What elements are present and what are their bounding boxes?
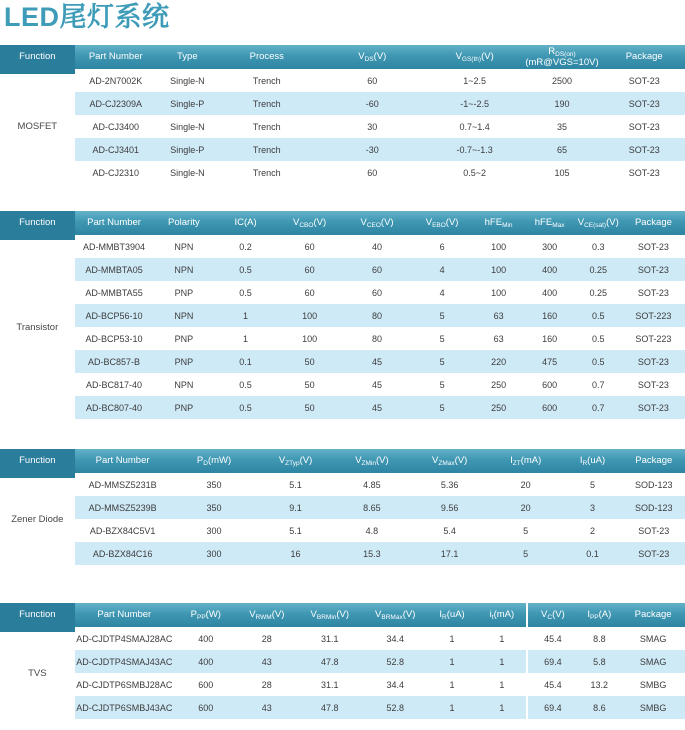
function-column-header: Function <box>0 211 75 235</box>
part-number-cell: AD-BCP53-10 <box>75 327 154 350</box>
value-cell: 40 <box>342 235 411 258</box>
value-cell: 6 <box>412 235 473 258</box>
value-cell: 600 <box>525 396 575 419</box>
value-cell: 100 <box>473 281 525 304</box>
table-row <box>0 373 685 396</box>
part-number-cell: AD-BZX84C5V1 <box>75 519 171 542</box>
value-cell: 5 <box>412 373 473 396</box>
value-cell: Trench <box>218 138 316 161</box>
value-cell: PNP <box>153 327 214 350</box>
table-row <box>0 69 685 92</box>
part-number-cell: AD-BC807-40 <box>75 396 154 419</box>
header-row <box>0 449 685 473</box>
part-number-cell: AD-CJDTP6SMBJ28AC <box>75 673 174 696</box>
value-cell: 69.4 <box>527 650 577 673</box>
value-cell: 300 <box>171 542 258 565</box>
value-cell: Trench <box>218 115 316 138</box>
value-cell: PNP <box>153 350 214 373</box>
value-cell: 8.6 <box>577 696 621 719</box>
column-header: $V_{BRMax}(V)$ <box>364 603 427 627</box>
value-cell: SOT-23 <box>603 138 685 161</box>
value-cell: SOT-23 <box>622 258 685 281</box>
value-cell: 105 <box>521 161 604 184</box>
part-number-cell: AD-BZX84C16 <box>75 542 171 565</box>
function-cell: Transistor <box>0 235 75 419</box>
value-cell: SOT-23 <box>603 161 685 184</box>
value-cell: 8.65 <box>334 496 411 519</box>
value-cell: 0.5 <box>214 281 276 304</box>
value-cell: 250 <box>473 396 525 419</box>
value-cell: 45 <box>342 350 411 373</box>
value-cell: 0.5 <box>214 258 276 281</box>
value-cell: -0.7~-1.3 <box>429 138 521 161</box>
value-cell: SOT-23 <box>623 542 685 565</box>
value-cell: SOT-23 <box>603 69 685 92</box>
value-cell: 160 <box>525 327 575 350</box>
value-cell: 0.2 <box>214 235 276 258</box>
value-cell: 52.8 <box>364 696 427 719</box>
value-cell: 190 <box>521 92 604 115</box>
value-cell: 16 <box>258 542 334 565</box>
value-cell: Single-N <box>157 115 218 138</box>
value-cell: 100 <box>277 304 343 327</box>
value-cell: 9.56 <box>410 496 489 519</box>
value-cell: 50 <box>277 350 343 373</box>
value-cell: 0.5 <box>575 327 622 350</box>
value-cell: 1 <box>477 627 527 650</box>
value-cell: PNP <box>153 281 214 304</box>
value-cell: 0.5~2 <box>429 161 521 184</box>
function-cell: MOSFET <box>0 69 75 184</box>
value-cell: 0.25 <box>575 281 622 304</box>
value-cell: 43 <box>238 650 296 673</box>
value-cell: 5.1 <box>258 519 334 542</box>
value-cell: 1 <box>427 650 478 673</box>
table-row <box>0 650 685 673</box>
column-header: Part Number <box>75 45 157 69</box>
value-cell: 80 <box>342 304 411 327</box>
value-cell: 80 <box>342 327 411 350</box>
part-number-cell: AD-MMSZ5231B <box>75 473 171 496</box>
column-header: Package <box>603 45 685 69</box>
value-cell: 9.1 <box>258 496 334 519</box>
value-cell: 350 <box>171 496 258 519</box>
value-cell: 0.3 <box>575 235 622 258</box>
column-header: hFE$_{Min}$ <box>473 211 525 235</box>
value-cell: 1 <box>427 627 478 650</box>
value-cell: Trench <box>218 161 316 184</box>
value-cell: 65 <box>521 138 604 161</box>
part-number-cell: AD-BC857-B <box>75 350 154 373</box>
value-cell: SOT-23 <box>622 235 685 258</box>
value-cell: 31.1 <box>296 673 364 696</box>
value-cell: 50 <box>277 396 343 419</box>
value-cell: 47.8 <box>296 696 364 719</box>
column-header: hFE$_{Max}$ <box>525 211 575 235</box>
column-header: $V_{CE(sat)}(V)$ <box>575 211 622 235</box>
value-cell: SOT-23 <box>603 115 685 138</box>
column-header: $I_R(uA)$ <box>562 449 622 473</box>
table-row <box>0 235 685 258</box>
value-cell: 8.8 <box>577 627 621 650</box>
column-header: $V_{RWM}(V)$ <box>238 603 296 627</box>
table-row <box>0 327 685 350</box>
function-cell: Zener Diode <box>0 473 75 565</box>
column-header: $V_{EBO}(V)$ <box>412 211 473 235</box>
column-header: $V_C(V)$ <box>527 603 577 627</box>
value-cell: Single-N <box>157 69 218 92</box>
column-header: $V_{ZMax}(V)$ <box>410 449 489 473</box>
column-header: Part Number <box>75 211 154 235</box>
header-row <box>0 45 685 69</box>
part-number-cell: AD-MMBT3904 <box>75 235 154 258</box>
value-cell: SOT-23 <box>623 519 685 542</box>
value-cell: 400 <box>525 281 575 304</box>
table-row <box>0 281 685 304</box>
column-header: Package <box>621 603 685 627</box>
value-cell: NPN <box>153 258 214 281</box>
value-cell: SMBG <box>621 673 685 696</box>
value-cell: 1 <box>477 650 527 673</box>
header-row <box>0 603 685 627</box>
value-cell: 400 <box>174 650 238 673</box>
table-row <box>0 519 685 542</box>
part-number-cell: AD-CJ2310 <box>75 161 157 184</box>
value-cell: 60 <box>277 235 343 258</box>
value-cell: 45 <box>342 373 411 396</box>
table-row <box>0 473 685 496</box>
value-cell: NPN <box>153 304 214 327</box>
column-header: $V_{CEO}(V)$ <box>342 211 411 235</box>
header-row <box>0 211 685 235</box>
value-cell: 28 <box>238 673 296 696</box>
value-cell: 300 <box>525 235 575 258</box>
table-row <box>0 161 685 184</box>
value-cell: 52.8 <box>364 650 427 673</box>
value-cell: 400 <box>174 627 238 650</box>
value-cell: 28 <box>238 627 296 650</box>
value-cell: 45.4 <box>527 673 577 696</box>
value-cell: 1 <box>214 304 276 327</box>
value-cell: Trench <box>218 92 316 115</box>
value-cell: 1 <box>477 673 527 696</box>
value-cell: 5.1 <box>258 473 334 496</box>
value-cell: 45.4 <box>527 627 577 650</box>
function-column-header: Function <box>0 449 75 473</box>
value-cell: 1~2.5 <box>429 69 521 92</box>
value-cell: 250 <box>473 373 525 396</box>
column-header: Type <box>157 45 218 69</box>
value-cell: 400 <box>525 258 575 281</box>
value-cell: 60 <box>316 69 429 92</box>
value-cell: -60 <box>316 92 429 115</box>
value-cell: Trench <box>218 69 316 92</box>
value-cell: 20 <box>489 496 562 519</box>
value-cell: 5 <box>562 473 622 496</box>
value-cell: 5 <box>489 542 562 565</box>
mosfet-table <box>0 45 685 184</box>
value-cell: 600 <box>174 696 238 719</box>
value-cell: 0.5 <box>575 304 622 327</box>
value-cell: 60 <box>342 258 411 281</box>
value-cell: 13.2 <box>577 673 621 696</box>
value-cell: 100 <box>473 258 525 281</box>
value-cell: 475 <box>525 350 575 373</box>
table-row <box>0 138 685 161</box>
value-cell: 300 <box>171 519 258 542</box>
value-cell: 4.85 <box>334 473 411 496</box>
part-number-cell: AD-2N7002K <box>75 69 157 92</box>
value-cell: 0.7 <box>575 396 622 419</box>
value-cell: 34.4 <box>364 673 427 696</box>
value-cell: 1 <box>427 673 478 696</box>
value-cell: 5 <box>412 350 473 373</box>
column-header: Part Number <box>75 449 171 473</box>
column-header: $R_{DS(on)}$ (mR@VGS=10V) <box>521 45 604 69</box>
value-cell: -1~-2.5 <box>429 92 521 115</box>
value-cell: 20 <box>489 473 562 496</box>
value-cell: 17.1 <box>410 542 489 565</box>
table-row <box>0 627 685 650</box>
column-header: $P_D(mW)$ <box>171 449 258 473</box>
value-cell: 0.1 <box>214 350 276 373</box>
tvs-table <box>0 603 685 719</box>
value-cell: 220 <box>473 350 525 373</box>
value-cell: 60 <box>277 281 343 304</box>
value-cell: PNP <box>153 396 214 419</box>
value-cell: 5 <box>489 519 562 542</box>
value-cell: 600 <box>525 373 575 396</box>
value-cell: 50 <box>277 373 343 396</box>
value-cell: 69.4 <box>527 696 577 719</box>
value-cell: 160 <box>525 304 575 327</box>
column-header: $I_{ZT}(mA)$ <box>489 449 562 473</box>
column-header: IC(A) <box>214 211 276 235</box>
value-cell: 60 <box>277 258 343 281</box>
value-cell: 63 <box>473 327 525 350</box>
table-row <box>0 115 685 138</box>
value-cell: 34.4 <box>364 627 427 650</box>
value-cell: SOD-123 <box>623 496 685 519</box>
column-header: $I_{PP}(A)$ <box>577 603 621 627</box>
column-header: Package <box>623 449 685 473</box>
value-cell: 30 <box>316 115 429 138</box>
value-cell: 100 <box>473 235 525 258</box>
page-title: LED尾灯系统 <box>4 2 170 32</box>
value-cell: 31.1 <box>296 627 364 650</box>
column-header: $P_{PP}(W)$ <box>174 603 238 627</box>
function-cell: TVS <box>0 627 75 719</box>
table-row <box>0 350 685 373</box>
value-cell: 47.8 <box>296 650 364 673</box>
value-cell: 5 <box>412 396 473 419</box>
column-header: $V_{DS}(V)$ <box>316 45 429 69</box>
value-cell: SMAG <box>621 650 685 673</box>
part-number-cell: AD-MMBTA05 <box>75 258 154 281</box>
value-cell: SOT-23 <box>622 396 685 419</box>
value-cell: 4 <box>412 281 473 304</box>
table-row <box>0 396 685 419</box>
table-row <box>0 542 685 565</box>
table-row <box>0 673 685 696</box>
value-cell: SOT-23 <box>622 350 685 373</box>
value-cell: 1 <box>477 696 527 719</box>
part-number-cell: AD-CJDTP4SMAJ43AC <box>75 650 174 673</box>
value-cell: 4 <box>412 258 473 281</box>
value-cell: Single-N <box>157 161 218 184</box>
column-header: $V_{ZMin}(V)$ <box>334 449 411 473</box>
value-cell: SMAG <box>621 627 685 650</box>
value-cell: 0.5 <box>575 350 622 373</box>
value-cell: 60 <box>316 161 429 184</box>
value-cell: 1 <box>427 696 478 719</box>
table-row <box>0 496 685 519</box>
value-cell: 3 <box>562 496 622 519</box>
table-row <box>0 304 685 327</box>
value-cell: SOD-123 <box>623 473 685 496</box>
column-header: $V_{BRMin}(V)$ <box>296 603 364 627</box>
value-cell: 0.7 <box>575 373 622 396</box>
part-number-cell: AD-BCP56-10 <box>75 304 154 327</box>
column-header: $V_{GS(th)}(V)$ <box>429 45 521 69</box>
column-header: Part Number <box>75 603 174 627</box>
value-cell: SOT-223 <box>622 327 685 350</box>
column-header: $I_R(uA)$ <box>427 603 478 627</box>
part-number-cell: AD-MMSZ5239B <box>75 496 171 519</box>
value-cell: NPN <box>153 235 214 258</box>
value-cell: SOT-223 <box>622 304 685 327</box>
part-number-cell: AD-CJDTP6SMBJ43AC <box>75 696 174 719</box>
part-number-cell: AD-CJ2309A <box>75 92 157 115</box>
value-cell: SOT-23 <box>603 92 685 115</box>
value-cell: 0.5 <box>214 396 276 419</box>
value-cell: 4.8 <box>334 519 411 542</box>
value-cell: 63 <box>473 304 525 327</box>
value-cell: Single-P <box>157 138 218 161</box>
value-cell: 600 <box>174 673 238 696</box>
column-header: Package <box>622 211 685 235</box>
part-number-cell: AD-CJ3400 <box>75 115 157 138</box>
value-cell: 5.8 <box>577 650 621 673</box>
value-cell: 5.36 <box>410 473 489 496</box>
column-header: $V_{ZTyp}(V)$ <box>258 449 334 473</box>
value-cell: -30 <box>316 138 429 161</box>
value-cell: 45 <box>342 396 411 419</box>
value-cell: SMBG <box>621 696 685 719</box>
value-cell: 60 <box>342 281 411 304</box>
value-cell: 5 <box>412 327 473 350</box>
value-cell: 0.5 <box>214 373 276 396</box>
value-cell: 0.1 <box>562 542 622 565</box>
value-cell: 350 <box>171 473 258 496</box>
value-cell: 100 <box>277 327 343 350</box>
value-cell: 2500 <box>521 69 604 92</box>
column-header: Process <box>218 45 316 69</box>
table-row <box>0 92 685 115</box>
column-header: Polarity <box>153 211 214 235</box>
value-cell: 1 <box>214 327 276 350</box>
part-number-cell: AD-MMBTA55 <box>75 281 154 304</box>
value-cell: Single-P <box>157 92 218 115</box>
value-cell: 0.7~1.4 <box>429 115 521 138</box>
value-cell: 15.3 <box>334 542 411 565</box>
value-cell: NPN <box>153 373 214 396</box>
value-cell: 43 <box>238 696 296 719</box>
zener-diode-table <box>0 449 685 565</box>
part-number-cell: AD-BC817-40 <box>75 373 154 396</box>
function-column-header: Function <box>0 45 75 69</box>
column-header: $i_t(mA)$ <box>477 603 527 627</box>
part-number-cell: AD-CJDTP4SMAJ28AC <box>75 627 174 650</box>
value-cell: 0.25 <box>575 258 622 281</box>
function-column-header: Function <box>0 603 75 627</box>
part-number-cell: AD-CJ3401 <box>75 138 157 161</box>
table-row <box>0 696 685 719</box>
value-cell: 35 <box>521 115 604 138</box>
value-cell: SOT-23 <box>622 281 685 304</box>
transistor-table <box>0 211 685 419</box>
column-header: $V_{CBO}(V)$ <box>277 211 343 235</box>
value-cell: 5.4 <box>410 519 489 542</box>
value-cell: SOT-23 <box>622 373 685 396</box>
value-cell: 2 <box>562 519 622 542</box>
table-row <box>0 258 685 281</box>
value-cell: 5 <box>412 304 473 327</box>
